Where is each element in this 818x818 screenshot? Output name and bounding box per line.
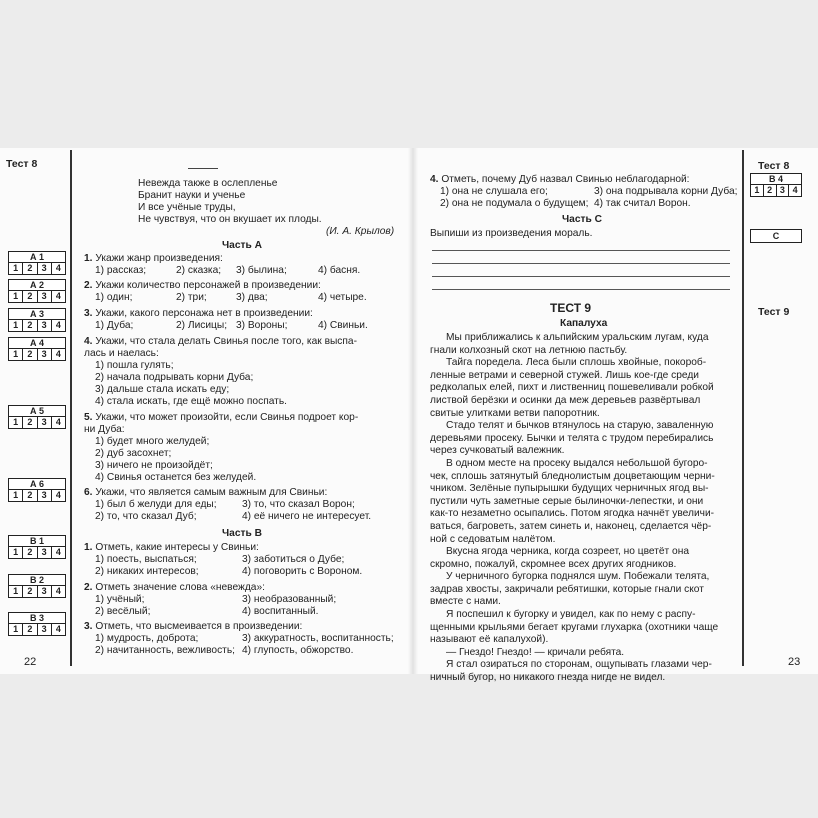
answer-cell[interactable]: 4 bbox=[51, 586, 65, 597]
question-4-right: 4. Отметь, почему Дуб назвал Свинью неблагодарной: bbox=[430, 174, 690, 185]
answer-cell[interactable]: 2 bbox=[22, 349, 36, 360]
answer-cell[interactable]: 3 bbox=[37, 291, 51, 302]
part-c-heading: Часть С bbox=[562, 214, 602, 225]
story-line: У черничного бугорка поднялся шум. Побежали телята, bbox=[446, 571, 710, 583]
question-b1: 1. Отметь, какие интересы у Свиньи: bbox=[84, 542, 259, 553]
answer-cell[interactable]: 1 bbox=[13, 291, 19, 301]
answer-cell[interactable]: 4 bbox=[51, 417, 65, 428]
answer-table[interactable] bbox=[8, 279, 66, 303]
story-line: скромно, пожалуй, скромнее всех других ягодников. bbox=[430, 558, 677, 570]
answer-cell[interactable]: 2 bbox=[22, 586, 36, 597]
answer-table[interactable] bbox=[8, 612, 66, 636]
right-margin-line bbox=[742, 150, 744, 666]
option: 4) стала искать, где ещё можно поспать. bbox=[95, 396, 287, 407]
story-line: Мы приближались к альпийским уральским лугам, куда bbox=[446, 332, 709, 343]
answer-cell[interactable]: 2 bbox=[22, 624, 36, 635]
story-line: В одном месте на просеку выдался небольшой бугоро- bbox=[446, 457, 708, 469]
story-line: — Гнездо! Гнездо! — кричали ребята. bbox=[446, 646, 625, 658]
answer-cell[interactable]: 3 bbox=[37, 490, 51, 501]
option: 4) воспитанный. bbox=[242, 606, 319, 617]
answer-cell[interactable]: 2 bbox=[22, 263, 36, 274]
option: 4) Свинья останется без желудей. bbox=[95, 472, 257, 483]
option: 2) весёлый; bbox=[95, 606, 151, 617]
left-side-label: Тест 8 bbox=[6, 158, 38, 170]
poem-line: И все учёные труды, bbox=[138, 202, 236, 213]
story-line: через сучковатый валежник. bbox=[430, 445, 565, 457]
answer-table[interactable] bbox=[8, 251, 66, 275]
book-fold bbox=[408, 148, 418, 674]
test-9-title: ТЕСТ 9 bbox=[550, 301, 592, 315]
story-line: деревьями просеку. Бычки и телята с трудом перебирались bbox=[430, 432, 714, 444]
option: 2) три; bbox=[176, 292, 207, 303]
answer-cell[interactable]: 2 bbox=[22, 490, 36, 501]
answer-cell[interactable]: 2 bbox=[22, 547, 36, 558]
answer-table-label: А 2 bbox=[9, 280, 65, 291]
story-text bbox=[430, 332, 738, 685]
answer-cell[interactable]: 1 bbox=[13, 586, 19, 596]
answer-cell[interactable]: 4 bbox=[51, 624, 65, 635]
right-side-label-8: Тест 8 bbox=[758, 160, 790, 172]
story-line: чником. Зелёные пупырышки будущих черничных ягод вы- bbox=[430, 483, 709, 495]
option: 1) будет много желудей; bbox=[95, 436, 210, 447]
poem-dash bbox=[188, 168, 218, 169]
left-margin-line bbox=[70, 150, 72, 666]
story-line: вместе с нами. bbox=[430, 596, 501, 608]
question-b3: 3. Отметь, что высмеивается в произведении: bbox=[84, 621, 303, 632]
question-b2: 2. Отметь значение слова «невежда»: bbox=[84, 582, 265, 593]
answer-cell[interactable]: 1 bbox=[13, 490, 19, 500]
option: 3) необразованный; bbox=[242, 594, 337, 605]
option: 1) учёный; bbox=[95, 594, 145, 605]
story-line: Я стал озираться по сторонам, ощупывать глазами чер- bbox=[446, 659, 712, 671]
question-5-cont: ни Дуба: bbox=[84, 424, 125, 435]
option: 2) никаких интересов; bbox=[95, 566, 199, 577]
answer-cell[interactable]: 4 bbox=[51, 291, 65, 302]
option: 3) она подрывала корни Дуба; bbox=[594, 186, 738, 197]
story-line: ной с седоватым налётом. bbox=[430, 533, 556, 545]
option: 3) два; bbox=[236, 292, 268, 303]
question-4: 4. Укажи, что стала делать Свинья после того, как выспа- bbox=[84, 336, 357, 347]
answer-cell[interactable]: 2 bbox=[22, 417, 36, 428]
option: 3) былина; bbox=[236, 265, 287, 276]
answer-table-label: А 6 bbox=[9, 479, 65, 490]
poem-line: Не чувствуя, что он вкушает их плоды. bbox=[138, 214, 322, 225]
story-line: щенными крыльями бегает кругами глухарка (охотники чаще bbox=[430, 621, 719, 633]
question-1: 1. Укажи жанр произведения: bbox=[84, 253, 223, 264]
option: 2) начала подрывать корни Дуба; bbox=[95, 372, 254, 383]
option: 4) её ничего не интересует. bbox=[242, 511, 372, 522]
option: 3) Вороны; bbox=[236, 320, 288, 331]
answer-table[interactable] bbox=[8, 574, 66, 598]
part-b-heading: Часть В bbox=[222, 528, 262, 539]
answer-line[interactable] bbox=[432, 276, 730, 277]
part-a-heading: Часть А bbox=[222, 240, 262, 251]
option: 4) четыре. bbox=[318, 292, 367, 303]
answer-table[interactable] bbox=[8, 405, 66, 429]
answer-cell[interactable]: 1 bbox=[13, 417, 19, 427]
answer-cell[interactable]: 1 bbox=[13, 547, 19, 557]
answer-cell[interactable]: 4 bbox=[51, 263, 65, 274]
story-line: Тайга поредела. Леса были сплошь хвойные, покороб- bbox=[446, 357, 707, 369]
answer-cell[interactable]: 3 bbox=[37, 586, 51, 597]
option: 1) мудрость, доброта; bbox=[95, 633, 199, 644]
story-line: как-то незаметно осыпались. Потом ягодка начнёт увеличи- bbox=[430, 508, 715, 520]
question-6: 6. Укажи, что является самым важным для Свиньи: bbox=[84, 487, 328, 498]
story-line: называют её капалухой). bbox=[430, 634, 549, 646]
answer-line[interactable] bbox=[432, 250, 730, 251]
story-line: задрав хвосты, закричали ребятишки, которые гнали скот bbox=[430, 583, 704, 595]
answer-table-label: В 3 bbox=[9, 613, 65, 624]
poem-author: (И. А. Крылов) bbox=[326, 226, 395, 237]
option: 2) дуб засохнет; bbox=[95, 448, 172, 459]
option: 3) ничего не произойдёт; bbox=[95, 460, 213, 471]
answer-table[interactable] bbox=[8, 337, 66, 361]
answer-cell[interactable]: 3 bbox=[37, 547, 51, 558]
answer-table-label: А 3 bbox=[9, 309, 65, 320]
answer-cell[interactable]: 3 bbox=[37, 349, 51, 360]
answer-cell[interactable]: 1 bbox=[13, 263, 19, 273]
story-line: редколапых елей, пихт и лиственниц пошевеливали робкой bbox=[430, 382, 714, 394]
answer-table-b4[interactable]: В 4 1 2 3 4 bbox=[750, 173, 802, 197]
answer-table-label: А 5 bbox=[9, 406, 65, 417]
answer-table[interactable] bbox=[8, 478, 66, 502]
poem-line: Невежда также в ослепленье bbox=[138, 178, 278, 189]
answer-cell[interactable]: 4 bbox=[51, 547, 65, 558]
answer-cell[interactable]: 1 bbox=[13, 349, 19, 359]
answer-cell[interactable]: 3 bbox=[37, 263, 51, 274]
question-5: 5. Укажи, что может произойти, если Свинья подроет кор- bbox=[84, 412, 359, 423]
answer-cell[interactable]: 4 bbox=[51, 490, 65, 501]
story-line: ничный бугор, но никакого гнезда нигде не видел. bbox=[430, 672, 666, 684]
option: 2) Лисицы; bbox=[176, 320, 228, 331]
story-line: чек, сплошь затянутый бледнолистым доцветающим черни- bbox=[430, 470, 715, 482]
story-line: листвой берёзки и осинки да меж деревьев развёртывал bbox=[430, 394, 701, 406]
story-line: ленные ветрами и северной стужей. Лишь кое-где среди bbox=[430, 369, 699, 381]
option: 2) она не подумала о будущем; bbox=[440, 198, 589, 209]
poem-line: Бранит науки и ученье bbox=[138, 190, 246, 201]
answer-table-label: А 1 bbox=[9, 252, 65, 263]
option: 1) Дуба; bbox=[95, 320, 134, 331]
answer-table-label: А 4 bbox=[9, 338, 65, 349]
answer-cell[interactable]: 3 bbox=[37, 624, 51, 635]
question-3: 3. Укажи, какого персонажа нет в произведении: bbox=[84, 308, 313, 319]
story-line: пустили чуть заметные серые былиночки-лепестки, и они bbox=[430, 495, 704, 507]
answer-cell[interactable]: 1 bbox=[13, 624, 19, 634]
answer-line[interactable] bbox=[432, 263, 730, 264]
option: 4) поговорить с Вороном. bbox=[242, 566, 363, 577]
story-line: гнали колхозный скот на летнюю пастьбу. bbox=[430, 344, 628, 356]
answer-cell[interactable]: 3 bbox=[37, 320, 51, 331]
answer-table[interactable] bbox=[8, 308, 66, 332]
option: 1) рассказ; bbox=[95, 265, 147, 276]
story-line: свитые улитками ветви папоротник. bbox=[430, 407, 600, 419]
left-page-number: 22 bbox=[24, 656, 37, 668]
part-c-task: Выпиши из произведения мораль. bbox=[430, 228, 593, 239]
answer-table-label: В 2 bbox=[9, 575, 65, 586]
option: 3) заботиться о Дубе; bbox=[242, 554, 345, 565]
option: 2) то, что сказал Дуб; bbox=[95, 511, 197, 522]
answer-cell[interactable]: 2 bbox=[22, 320, 36, 331]
answer-cell[interactable]: 3 bbox=[37, 417, 51, 428]
option: 1) был б желуди для еды; bbox=[95, 499, 217, 510]
answer-cell[interactable]: 2 bbox=[22, 291, 36, 302]
option: 1) она не слушала его; bbox=[440, 186, 548, 197]
answer-line[interactable] bbox=[432, 289, 730, 290]
option: 4) басня. bbox=[318, 265, 361, 276]
story-title: Капалуха bbox=[560, 318, 608, 329]
answer-box-c[interactable]: С bbox=[750, 229, 802, 243]
answer-cell[interactable]: 4 bbox=[51, 349, 65, 360]
option: 1) один; bbox=[95, 292, 133, 303]
story-line: Я поспешил к бугорку и увидел, как по нему с распу- bbox=[446, 609, 696, 621]
option: 3) дальше стала искать еду; bbox=[95, 384, 230, 395]
right-page-number: 23 bbox=[788, 656, 801, 668]
option: 2) начитанность, вежливость; bbox=[95, 645, 235, 656]
answer-table[interactable] bbox=[8, 535, 66, 559]
option: 3) то, что сказал Ворон; bbox=[242, 499, 355, 510]
story-line: ваться, багроветь, затем синеть и, наконец, сделается чёр- bbox=[430, 520, 712, 532]
question-4-cont: лась и наелась: bbox=[84, 348, 159, 359]
story-line: Стадо телят и бычков втянулось на старую, заваленную bbox=[446, 420, 714, 432]
option: 4) Свиньи. bbox=[318, 320, 368, 331]
option: 3) аккуратность, воспитанность; bbox=[242, 633, 394, 644]
answer-table-label: В 1 bbox=[9, 536, 65, 547]
story-line: Вкусна ягода черника, когда созреет, но цветёт она bbox=[446, 546, 690, 558]
option: 1) поесть, выспаться; bbox=[95, 554, 197, 565]
right-side-label-9: Тест 9 bbox=[758, 306, 790, 318]
option: 4) так считал Ворон. bbox=[594, 198, 691, 209]
answer-cell[interactable]: 4 bbox=[51, 320, 65, 331]
option: 1) пошла гулять; bbox=[95, 360, 174, 371]
answer-cell[interactable]: 1 bbox=[13, 320, 19, 330]
option: 4) глупость, обжорство. bbox=[242, 645, 354, 656]
question-2: 2. Укажи количество персонажей в произведении: bbox=[84, 280, 321, 291]
option: 2) сказка; bbox=[176, 265, 222, 276]
